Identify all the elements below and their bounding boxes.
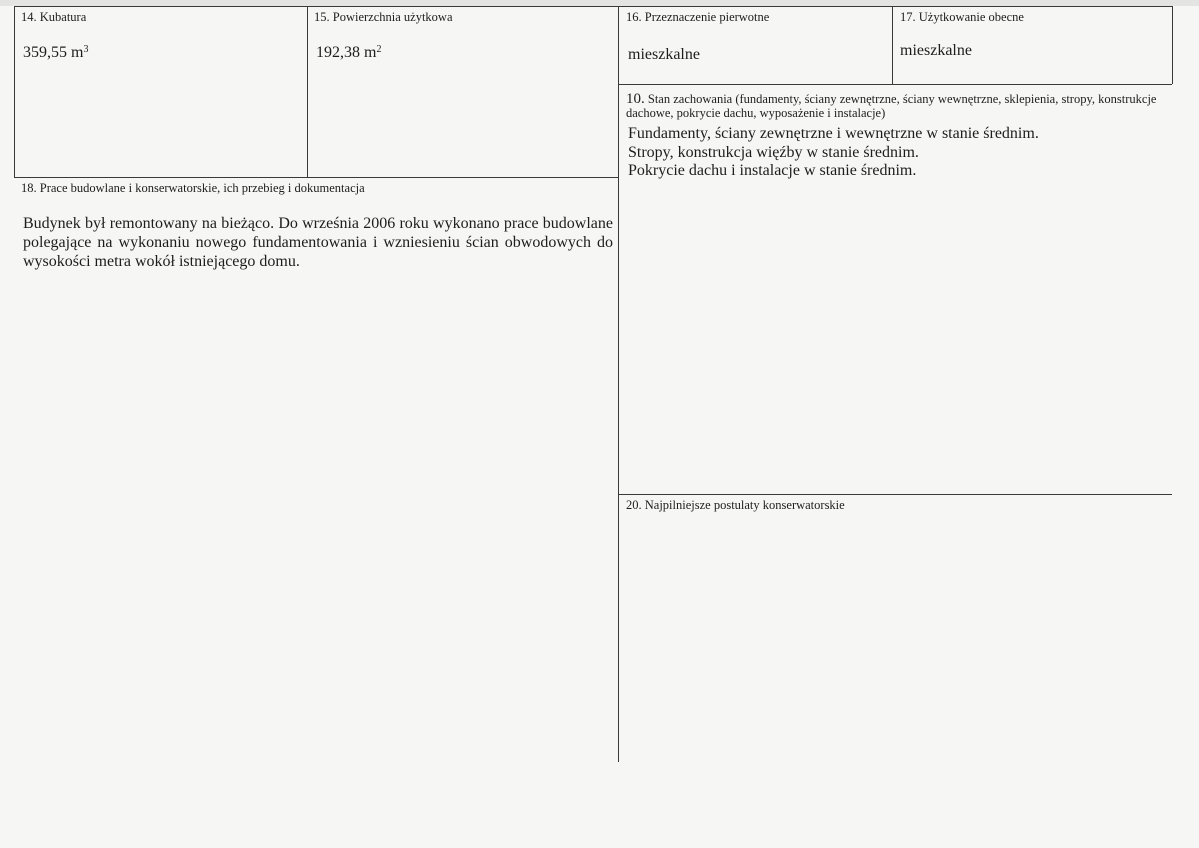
field-15-value bbox=[316, 43, 381, 63]
field-14-unit-exponent: 3 bbox=[83, 44, 89, 55]
field-14-number: 359,55 m bbox=[23, 44, 84, 61]
field-20-label: 20. Najpilniejsze postulaty konserwatorskie bbox=[626, 498, 845, 512]
grid-line-right bbox=[1172, 6, 1173, 84]
field-15-number: 192,38 m bbox=[316, 44, 377, 61]
field-10-label-text: Stan zachowania (fundamenty, ściany zewnętrzne, ściany wewnętrzne, sklepienia, stropy, konstrukcje dachowe, pokrycie dachu, wyposażenie i instalacje) bbox=[626, 92, 1157, 120]
field-10-label bbox=[626, 92, 1171, 120]
field-14-label: 14. Kubatura bbox=[21, 10, 87, 24]
grid-line-middle bbox=[618, 6, 619, 762]
field-10-line-2: Stropy, konstrukcja więźby w stanie średnim. bbox=[628, 143, 919, 161]
grid-line-under-16-17 bbox=[618, 84, 1172, 85]
field-10-number: 10. bbox=[626, 91, 645, 107]
field-10-line-1: Fundamenty, ściany zewnętrzne i wewnętrzne w stanie średnim. bbox=[628, 125, 1039, 142]
grid-line-top bbox=[14, 6, 1172, 7]
grid-line-20-top bbox=[618, 494, 1172, 495]
field-15-unit-exponent: 2 bbox=[376, 44, 382, 55]
field-16-label: 16. Przeznaczenie pierwotne bbox=[626, 10, 770, 24]
field-17-label: 17. Użytkowanie obecne bbox=[900, 10, 1024, 24]
grid-line-16-17 bbox=[892, 6, 893, 84]
field-10-line-3: Pokrycie dachu i instalacje w stanie średnim. bbox=[628, 162, 917, 179]
field-14-value bbox=[23, 43, 88, 63]
field-15-label: 15. Powierzchnia użytkowa bbox=[314, 10, 453, 24]
field-10-body bbox=[628, 125, 1173, 181]
field-18-label: 18. Prace budowlane i konserwatorskie, ich przebieg i dokumentacja bbox=[21, 181, 365, 195]
grid-line-left bbox=[14, 6, 15, 178]
grid-line-14-15 bbox=[307, 6, 308, 178]
field-18-text: Budynek był remontowany na bieżąco. Do września 2006 roku wykonano prace budowlane polegające na wykonaniu nowego fundamentowania i wzniesieniu ścian obwodowych do wysokości metra wokół istniejącego domu. bbox=[23, 215, 613, 270]
grid-line-18-top bbox=[14, 177, 618, 178]
field-16-value: mieszkalne bbox=[628, 46, 700, 63]
field-17-value: mieszkalne bbox=[900, 42, 972, 59]
